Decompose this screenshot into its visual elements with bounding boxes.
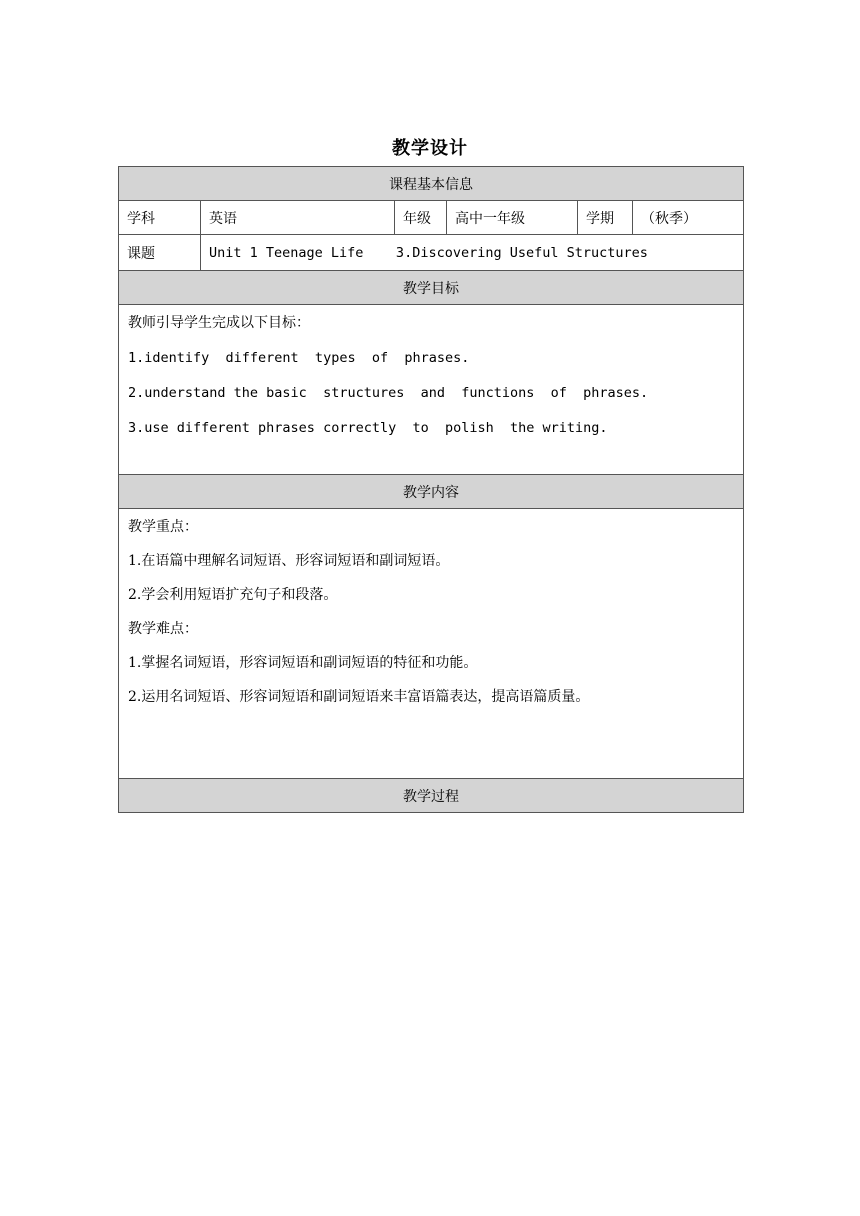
key-point-item-1: 1.在语篇中理解名词短语、形容词短语和副词短语。	[128, 553, 450, 569]
topic-value: Unit 1 Teenage Life 3.Discovering Useful Structures	[201, 235, 744, 271]
difficulties-label: 教学难点：	[128, 621, 198, 637]
process-header: 教学过程	[119, 779, 744, 813]
objectives-cell	[119, 305, 744, 475]
grade-label: 年级	[395, 201, 447, 235]
term-value: （秋季）	[633, 201, 744, 235]
key-points-label: 教学重点：	[128, 519, 198, 535]
topic-row	[119, 235, 744, 271]
content-cell	[119, 509, 744, 779]
difficulty-item-2: 2.运用名词短语、形容词短语和副词短语来丰富语篇表达，提高语篇质量。	[128, 689, 590, 705]
subject-label: 学科	[119, 201, 201, 235]
content-header: 教学内容	[119, 475, 744, 509]
topic-label: 课题	[119, 235, 201, 271]
basic-info-header-row	[119, 167, 744, 201]
difficulty-item-1: 1.掌握名词短语，形容词短语和副词短语的特征和功能。	[128, 655, 478, 671]
subject-row	[119, 201, 744, 235]
objective-item-3: 3.use different phrases correctly to polish the writing.	[128, 420, 608, 436]
grade-value: 高中一年级	[447, 201, 578, 235]
objectives-header: 教学目标	[119, 271, 744, 305]
objectives-intro: 教师引导学生完成以下目标：	[128, 315, 310, 331]
document-title: 教学设计	[392, 138, 468, 159]
objectives-row	[119, 305, 744, 475]
term-label: 学期	[578, 201, 633, 235]
process-header-row	[119, 779, 744, 813]
key-point-item-2: 2.学会利用短语扩充句子和段落。	[128, 587, 338, 603]
content-row	[119, 509, 744, 779]
objectives-header-row	[119, 271, 744, 305]
objective-item-1: 1.identify different types of phrases.	[128, 350, 470, 366]
objective-item-2: 2.understand the basic structures and functions of phrases.	[128, 385, 649, 401]
basic-info-header: 课程基本信息	[119, 167, 744, 201]
content-header-row	[119, 475, 744, 509]
lesson-plan-table	[118, 166, 744, 813]
subject-value: 英语	[201, 201, 395, 235]
